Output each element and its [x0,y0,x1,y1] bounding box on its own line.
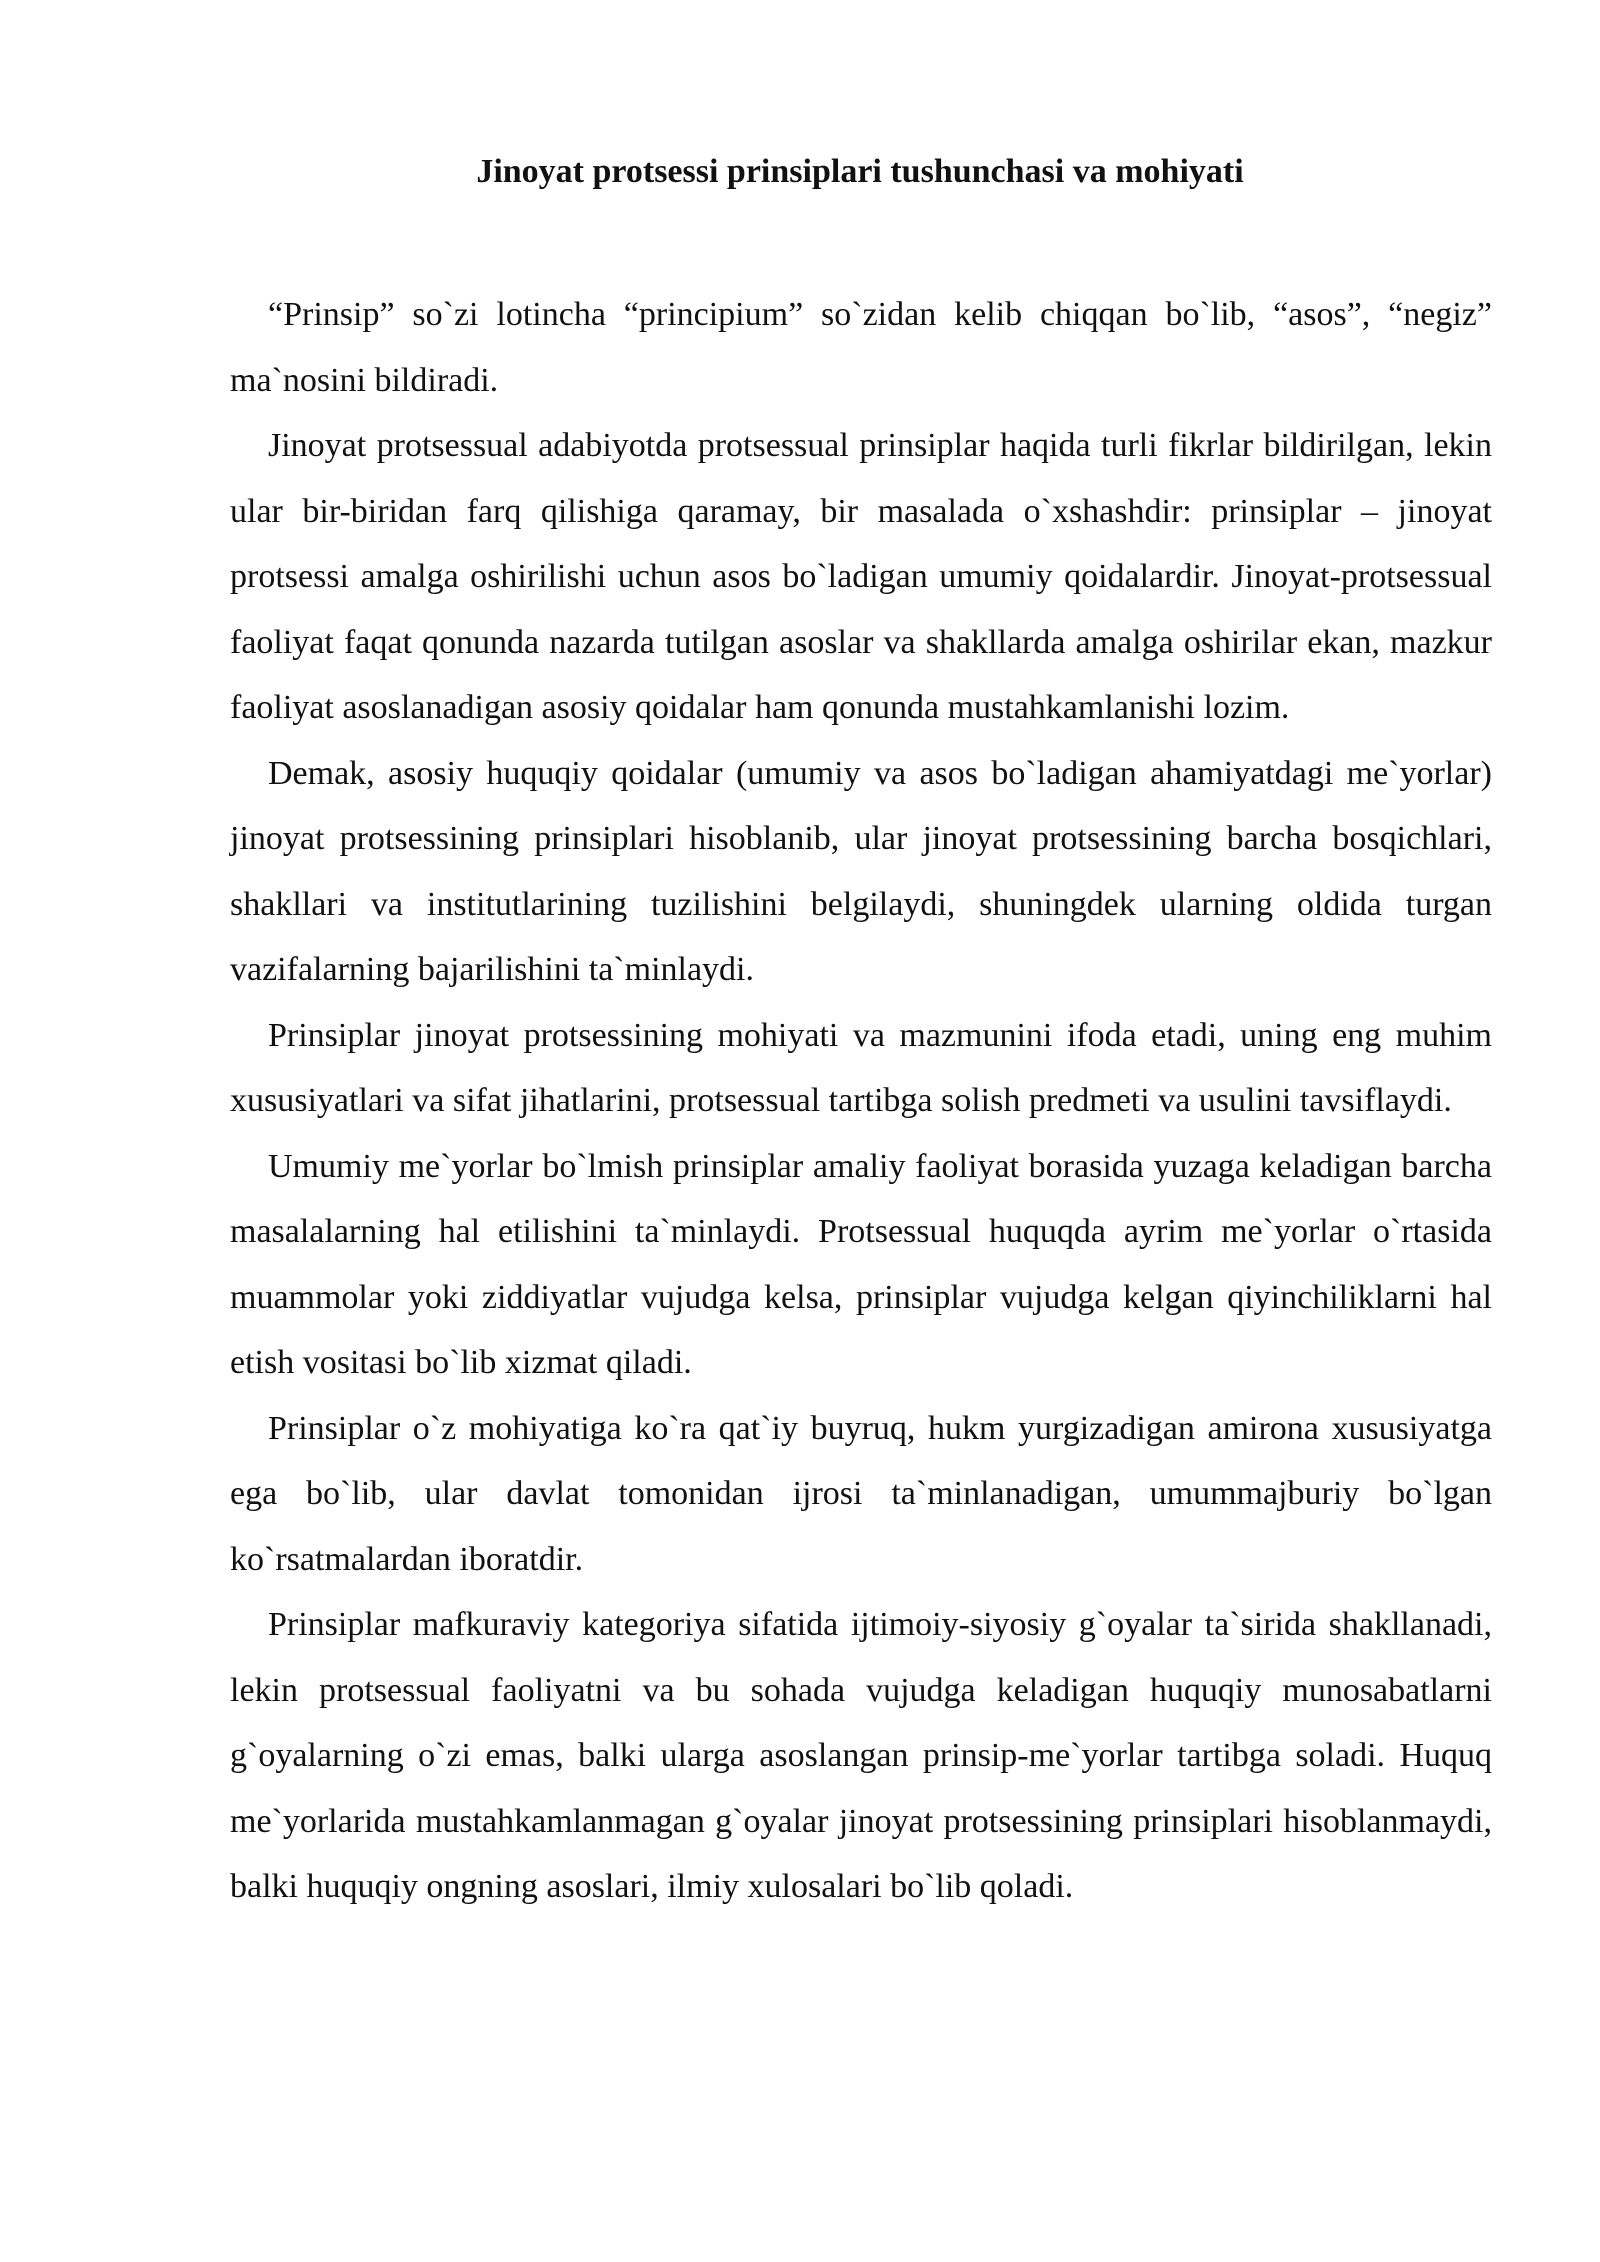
paragraph: Jinoyat protsessual adabiyotda protsessual prinsiplar haqida turli fikrlar bildirilgan, lekin ular bir-biridan farq qilishiga qaramay, bir masalada o`xshashdir: prinsiplar – jinoyat protsessi amalga oshirilishi uchun asos bo`ladigan umumiy qoidalardir. Jinoyat-protsessual faoliyat faqat qonunda nazarda tutilgan asoslar va shakllarda amalga oshirilar ekan, mazkur faoliyat asoslanadigan asosiy qoidalar ham qonunda mustahkamlanishi lozim. [230,427,1492,726]
paragraph: “Prinsip” so`zi lotincha “principium” so`zidan kelib chiqqan bo`lib, “asos”, “negiz” ma`nosini bildiradi. [230,296,1492,399]
paragraph: Demak, asosiy huquqiy qoidalar (umumiy va asos bo`ladigan ahamiyatdagi me`yorlar) jinoyat protsessining prinsiplari hisoblanib, ular jinoyat protsessining barcha bosqichlari, shakllari va institutlarining tuzilishini belgilaydi, shuningdek ularning oldida turgan vazifalarning bajarilishini ta`minlaydi. [230,754,1492,988]
document-body [230,282,1492,1920]
paragraph: Umumiy me`yorlar bo`lmish prinsiplar amaliy faoliyat borasida yuzaga keladigan barcha masalalarning hal etilishini ta`minlaydi. Protsessual huquqda ayrim me`yorlar o`rtasida muammolar yoki ziddiyatlar vujudga kelsa, prinsiplar vujudga kelgan qiyinchiliklarni hal etish vositasi bo`lib xizmat qiladi. [230,1147,1492,1381]
paragraph: Prinsiplar jinoyat protsessining mohiyati va mazmunini ifoda etadi, uning eng muhim xususiyatlari va sifat jihatlarini, protsessual tartibga solish predmeti va usulini tavsiflaydi. [230,1016,1492,1119]
document-title: Jinoyat protsessi prinsiplari tushunchasi va mohiyati [476,153,1244,190]
paragraph: Prinsiplar mafkuraviy kategoriya sifatida ijtimoiy-siyosiy g`oyalar ta`sirida shakllanadi, lekin protsessual faoliyatni va bu sohada vujudga keladigan huquqiy munosabatlarni g`oyalarning o`zi emas, balki ularga asoslangan prinsip-me`yorlar tartibga soladi. Huquq me`yorlarida mustahkamlanmagan g`oyalar jinoyat protsessining prinsiplari hisoblanmaydi, balki huquqiy ongning asoslari, ilmiy xulosalari bo`lib qoladi. [230,1606,1492,1905]
paragraph: Prinsiplar o`z mohiyatiga ko`ra qat`iy buyruq, hukm yurgizadigan amirona xususiyatga ega bo`lib, ular davlat tomonidan ijrosi ta`minlanadigan, umummajburiy bo`lgan ko`rsatmalardan iboratdir. [230,1409,1492,1578]
